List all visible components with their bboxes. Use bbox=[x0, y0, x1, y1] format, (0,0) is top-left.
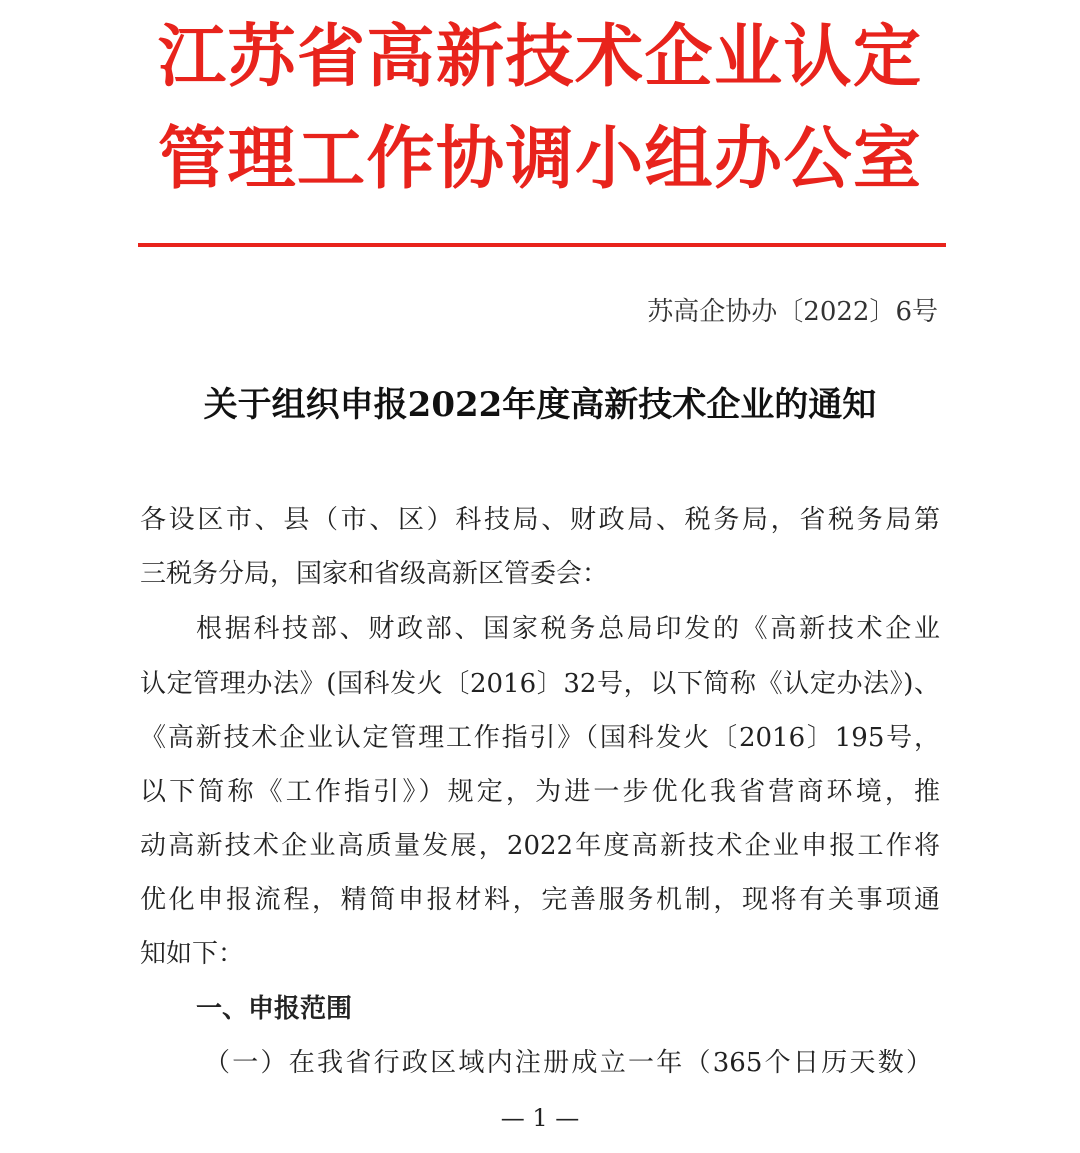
issuing-office-line-2: 管理工作协调小组办公室 bbox=[158, 120, 923, 199]
document-number: 苏高企协办〔2022〕6号 bbox=[647, 297, 938, 327]
body-line: 认定管理办法》(国科发火〔2016〕32号，以下简称《认定办法》)、 bbox=[140, 669, 940, 699]
body-line: 优化申报流程，精简申报材料，完善服务机制，现将有关事项通 bbox=[140, 885, 940, 915]
body-line: 以下简称《工作指引》）规定，为进一步优化我省营商环境，推 bbox=[140, 777, 940, 807]
section-heading: 一、申报范围 bbox=[196, 994, 353, 1024]
document-title: 关于组织申报2022年度高新技术企业的通知 bbox=[203, 385, 877, 425]
body-line: 知如下： bbox=[140, 939, 245, 969]
body-line: （一）在我省行政区域内注册成立一年（365个日历天数） bbox=[204, 1048, 932, 1078]
red-header-rule bbox=[138, 243, 946, 247]
page-number: — 1 — bbox=[500, 1104, 580, 1132]
issuing-office-line-1: 江苏省高新技术企业认定 bbox=[158, 18, 923, 97]
body-line: 根据科技部、财政部、国家税务总局印发的《高新技术企业 bbox=[196, 614, 940, 644]
body-line: 《高新技术企业认定管理工作指引》（国科发火〔2016〕195号， bbox=[140, 723, 940, 753]
body-line: 动高新技术企业高质量发展，2022年度高新技术企业申报工作将 bbox=[140, 831, 940, 861]
body-line: 各设区市、县（市、区）科技局、财政局、税务局，省税务局第 bbox=[140, 505, 940, 535]
body-line: 三税务分局，国家和省级高新区管委会： bbox=[140, 559, 609, 589]
